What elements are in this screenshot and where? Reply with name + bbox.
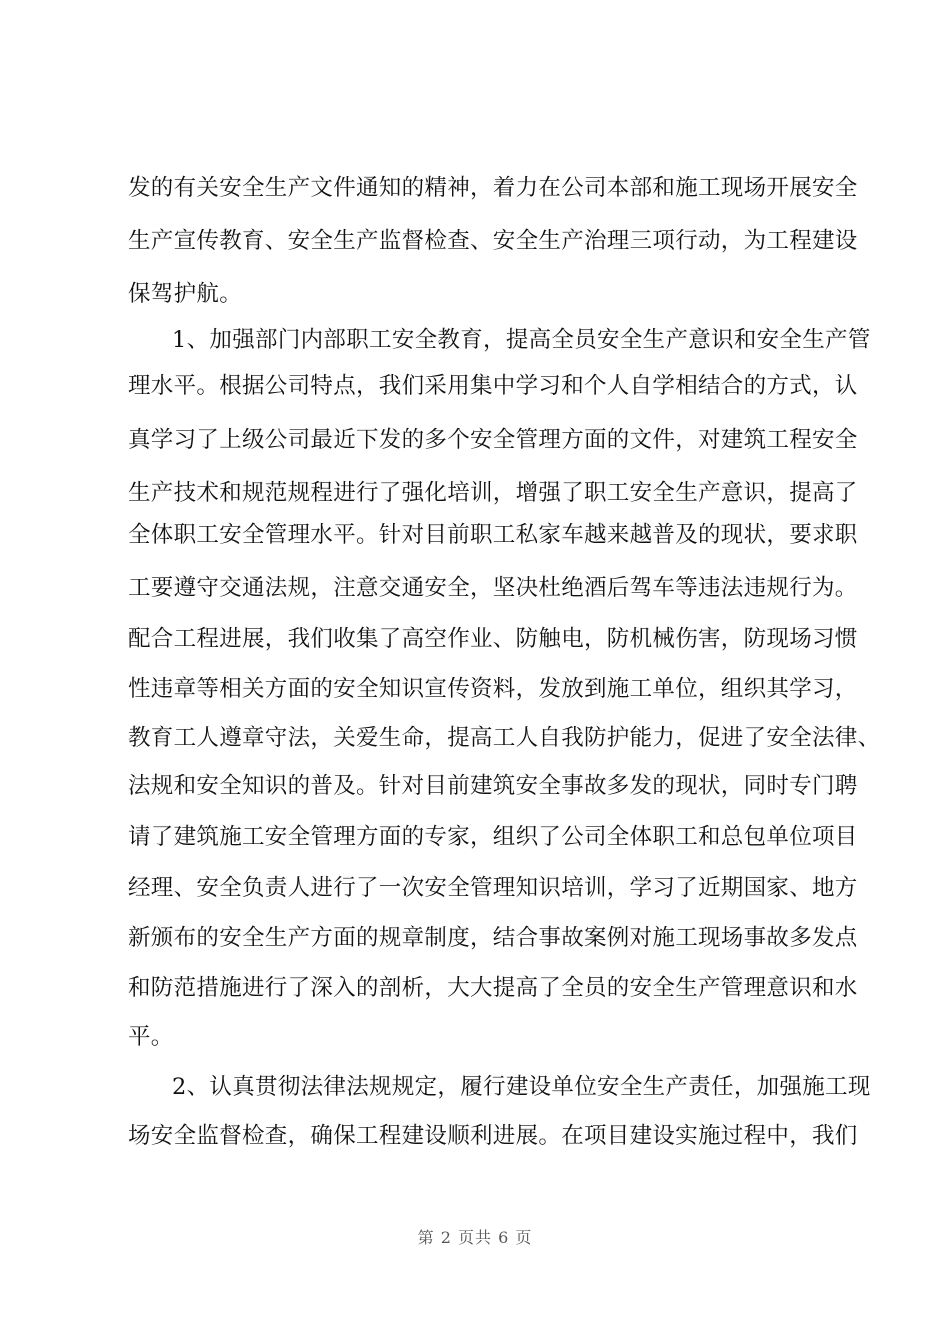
text-line: 1、加强部门内部职工安全教育，提高全员安全生产意识和安全生产管 bbox=[172, 327, 871, 353]
text-line: 法规和安全知识的普及。针对目前建筑安全事故多发的现状，同时专门聘 bbox=[128, 773, 858, 799]
text-line: 请了建筑施工安全管理方面的专家，组织了公司全体职工和总包单位项目 bbox=[128, 824, 858, 850]
text-line: 全体职工安全管理水平。针对目前职工私家车越来越普及的现状，要求职 bbox=[128, 522, 858, 548]
text-line: 性违章等相关方面的安全知识宣传资料，发放到施工单位，组织其学习， bbox=[128, 676, 858, 702]
text-line: 和防范措施进行了深入的剖析，大大提高了全员的安全生产管理意识和水 bbox=[128, 975, 858, 1001]
text-line: 场安全监督检查，确保工程建设顺利进展。在项目建设实施过程中，我们 bbox=[128, 1123, 858, 1149]
text-line: 生产技术和规范规程进行了强化培训，增强了职工安全生产意识，提高了 bbox=[128, 480, 858, 506]
text-line: 生产宣传教育、安全生产监督检查、安全生产治理三项行动，为工程建设 bbox=[128, 228, 858, 254]
text-line: 经理、安全负责人进行了一次安全管理知识培训，学习了近期国家、地方 bbox=[128, 875, 858, 901]
text-line: 发的有关安全生产文件通知的精神，着力在公司本部和施工现场开展安全 bbox=[128, 175, 858, 201]
text-line: 新颁布的安全生产方面的规章制度，结合事故案例对施工现场事故多发点 bbox=[128, 925, 858, 951]
page-footer: 第 2 页共 6 页 bbox=[417, 1228, 533, 1247]
text-line: 真学习了上级公司最近下发的多个安全管理方面的文件，对建筑工程安全 bbox=[128, 427, 858, 453]
text-line: 工要遵守交通法规，注意交通安全，坚决杜绝酒后驾车等违法违规行为。 bbox=[128, 575, 858, 601]
text-line: 理水平。根据公司特点，我们采用集中学习和个人自学相结合的方式，认 bbox=[128, 373, 858, 399]
text-line: 保驾护航。 bbox=[128, 281, 243, 307]
text-line: 2、认真贯彻法律法规规定，履行建设单位安全生产责任，加强施工现 bbox=[172, 1074, 871, 1100]
text-line: 平。 bbox=[128, 1024, 174, 1050]
text-line: 教育工人遵章守法，关爱生命，提高工人自我防护能力，促进了安全法律、 bbox=[128, 725, 881, 751]
text-line: 配合工程进展，我们收集了高空作业、防触电，防机械伤害，防现场习惯 bbox=[128, 626, 858, 652]
